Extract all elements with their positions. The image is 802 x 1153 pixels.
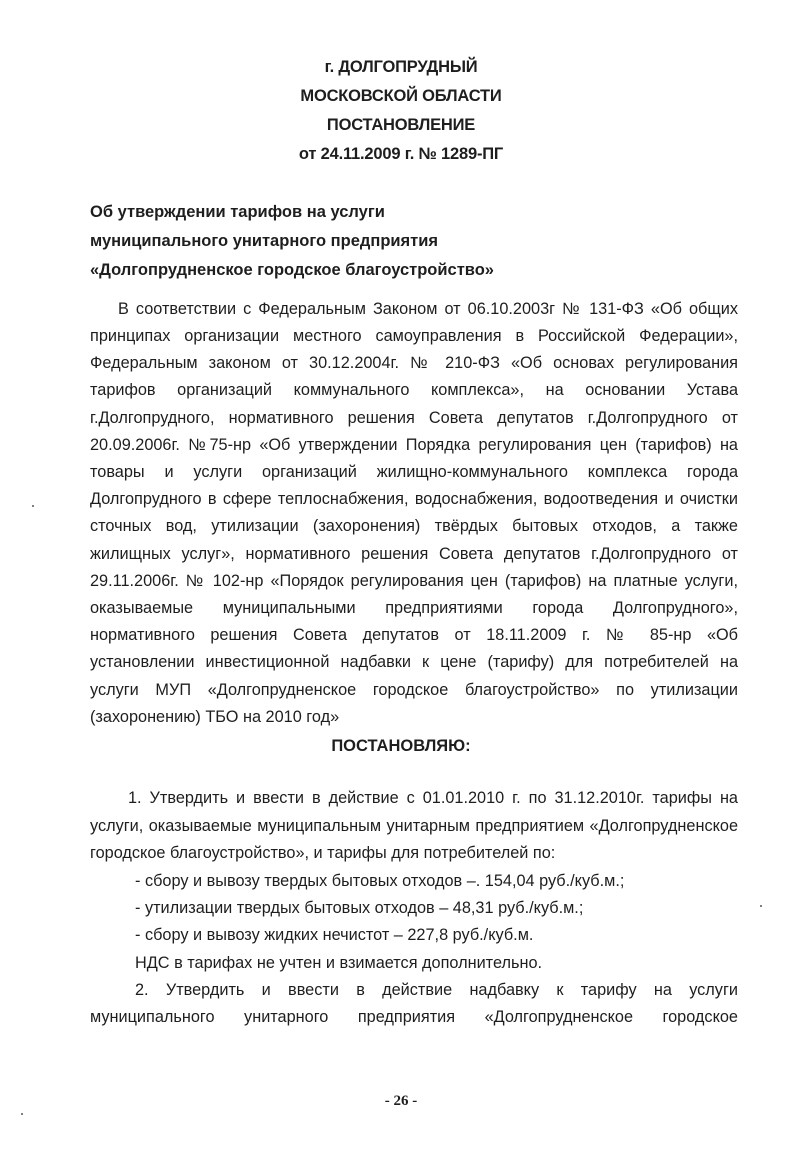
preamble-line: 29.11.2006г. № 102-нр «Порядок регулирования цен (тарифов) на платные услуги, [90,572,738,590]
preamble-line: услуги МУП «Долгопрудненское городское благоустройство» по утилизации [90,681,738,699]
preamble-line: В соответствии с Федеральным Законом от 06.10.2003г № 131-ФЗ «Об общих [118,300,738,318]
header-doc-type: ПОСТАНОВЛЕНИЕ [326,116,476,134]
item1-line: услуги, оказываемые муниципальным унитарным предприятием «Долгопрудненское [90,817,738,835]
preamble-line: Федеральным законом от 30.12.2004г. № 210-ФЗ «Об основах регулирования [90,354,738,372]
item2-line: муниципального унитарного предприятия «Долгопрудненское городское [90,1008,738,1026]
preamble-line: принципах организации местного самоуправления в Российской Федерации», [90,327,738,345]
preamble-line: тарифов организаций коммунального комплекса», на основании Устава [90,381,738,399]
header-city: г. ДОЛГОПРУДНЫЙ [324,58,478,76]
resolve-heading: ПОСТАНОВЛЯЮ: [331,737,471,755]
item1-line: 1. Утвердить и ввести в действие с 01.01.2010 г. по 31.12.2010г. тарифы на [128,789,738,807]
item1-line: городское благоустройство», и тарифы для потребителей по: [90,844,556,862]
item2-line: 2. Утвердить и ввести в действие надбавку к тарифу на услуги [135,981,738,999]
subject-line: Об утверждении тарифов на услуги [90,203,385,221]
preamble-line: Долгопрудного в сфере теплоснабжения, водоснабжения, водоотведения и очистки [90,490,738,508]
preamble-line: установлении инвестиционной надбавки к цене (тарифу) для потребителей на [90,653,738,671]
subject-line: муниципального унитарного предприятия [90,232,439,250]
preamble-line: сточных вод, утилизации (захоронения) твёрдых бытовых отходов, а также [90,517,738,535]
preamble-line: (захоронению) ТБО на 2010 год» [90,708,340,726]
preamble-line: нормативного решения Совета депутатов от 18.11.2009 г. № 85-нр «Об [90,626,738,644]
tariff-item: - сбору и вывозу твердых бытовых отходов –. 154,04 руб./куб.м.; [135,872,625,890]
scan-speck [21,1113,23,1115]
tariff-item: - сбору и вывозу жидких нечистот – 227,8 руб./куб.м. [135,926,534,944]
scan-speck [760,905,762,907]
preamble-line: оказываемые муниципальными предприятиями города Долгопрудного», [90,599,738,617]
header-date-number: от 24.11.2009 г. № 1289-ПГ [298,145,504,163]
preamble-line: г.Долгопрудного, нормативного решения Совета депутатов г.Долгопрудного от [90,409,738,427]
header-region: МОСКОВСКОЙ ОБЛАСТИ [300,87,502,105]
scan-speck [32,505,34,507]
subject-line: «Долгопрудненское городское благоустройство» [90,261,494,279]
preamble-line: 20.09.2006г. №75-нр «Об утверждении Порядка регулирования цен (тарифов) на [90,436,738,454]
vat-note: НДС в тарифах не учтен и взимается дополнительно. [135,954,543,972]
preamble-line: товары и услуги организаций жилищно-коммунального комплекса города [90,463,738,481]
page-number: - 26 - [384,1093,418,1109]
preamble-line: жилищных услуг», нормативного решения Совета депутатов г.Долгопрудного от [90,545,738,563]
tariff-item: - утилизации твердых бытовых отходов – 48,31 руб./куб.м.; [135,899,584,917]
